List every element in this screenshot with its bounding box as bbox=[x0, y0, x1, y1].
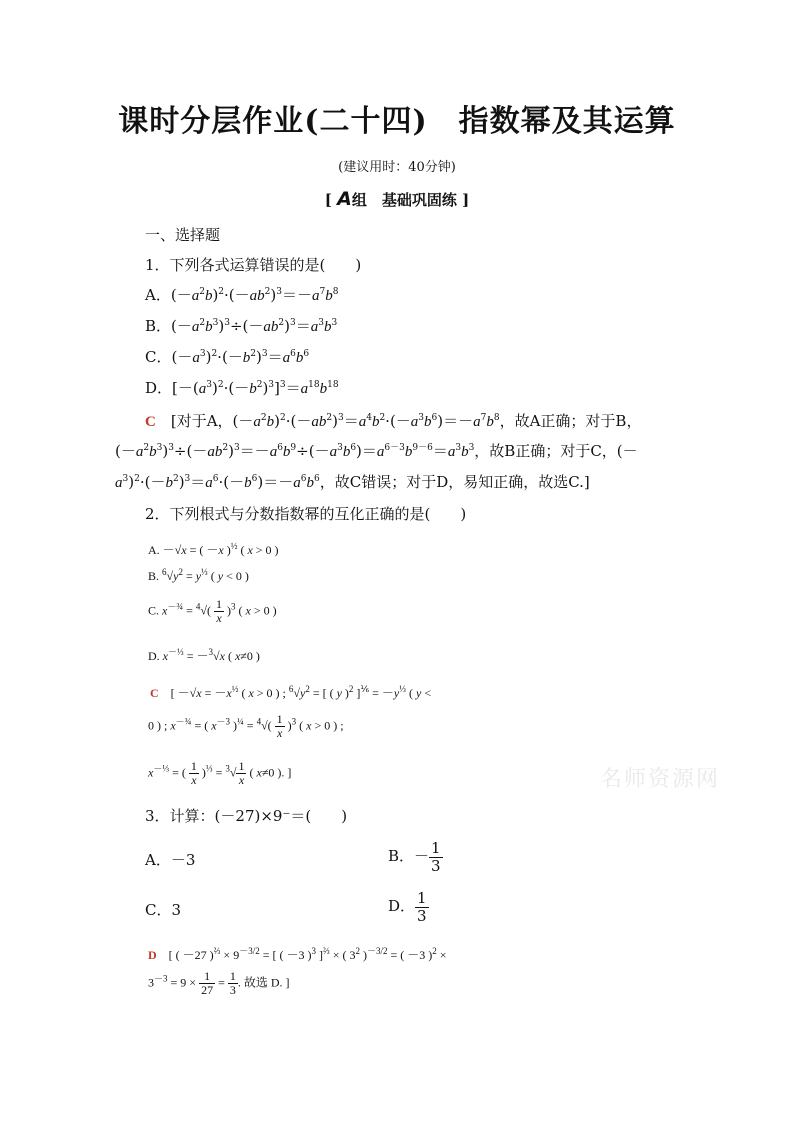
q2-explanation-line1: C [ $-√x = -x^{\frac{1}{2}}$ ( x > 0 ) ; $^6√y^2$ = [ ( y )$^2$ ]$^{\frac{1}{6}} = -y^{\frac{1}{3}}$ ( y < bbox=[150, 684, 432, 700]
q1-answer-letter: C bbox=[145, 414, 156, 430]
q1-explanation-line1: C [对于A，$(-a^2b)^2\cdot(-ab^2)^3=a^4b^2\cdot(-a^3b^6)=-a^7b^8$，故A正确；对于B， bbox=[145, 412, 642, 430]
q1-explanation-line3: $a^3)^2\cdot(-b^2)^3=a^6\cdot(-b^6)=-a^6b^6$，故C错误；对于D，易知正确，故选C.] bbox=[115, 473, 590, 491]
q3-option-b: B．－ $\frac{1}{3}$ bbox=[388, 839, 441, 875]
q2-answer-letter: C bbox=[150, 686, 159, 700]
group-heading: [ A组 基础巩固练 ] bbox=[324, 188, 470, 210]
q3-answer-letter: D bbox=[148, 948, 157, 962]
q3-option-c: C．3 bbox=[145, 901, 182, 919]
q2-explanation-line2: 0 ) ; $x^{-\frac{3}{4}}$ = ( $x^{-3}$ )$^{\frac{1}{4}}$ = $^4$√( $\frac{1}{x}$ )$^3$ ( x > 0 ) ; bbox=[148, 712, 344, 741]
page-title: 课时分层作业(二十四) 指数幂及其运算 bbox=[118, 104, 676, 139]
q2-option-a: A. －√x = ( －x )$^{\frac{1}{2}}$ ( x > 0 ) bbox=[148, 541, 279, 557]
q1-option-b: B．$(-a^2b^3)^3\div(-ab^2)^3=a^3b^3$ bbox=[145, 317, 338, 335]
q1-option-a: A．$(-a^2b)^2\cdot(-ab^2)^3=-a^7b^8$ bbox=[145, 286, 339, 304]
q2-option-b: B. $^6√y^2 = y^{\frac{1}{3}}$ ( y < 0 ) bbox=[148, 567, 249, 583]
q3-option-d: D． $\frac{1}{3}$ bbox=[388, 889, 427, 925]
q2-explanation-line3: $x^{-\frac{1}{3}}$ = ( $\frac{1}{x}$ )$^{\frac{1}{3}}$ = $^3$√ $\frac{1}{x}$ ( x≠0 ). ] bbox=[148, 759, 292, 788]
q1-stem: 1．下列各式运算错误的是( ) bbox=[145, 256, 362, 274]
q1-option-d: D．$[-(a^3)^2\cdot(-b^2)^3]^3=a^{18}b^{18}$ bbox=[145, 379, 339, 397]
q2-stem: 2．下列根式与分数指数幂的互化正确的是( ) bbox=[145, 505, 467, 523]
section-heading: 一、选择题 bbox=[145, 226, 221, 244]
q2-option-d: D. $x^{-\frac{1}{3}} = -^3√x$ ( x≠0 ) bbox=[148, 647, 260, 663]
q3-option-a: A．－3 bbox=[145, 851, 196, 869]
q1-explanation-line2: $(-a^2b^3)^3\div(-ab^2)^3=-a^6b^9\div(-a^3b^6)=a^{6-3}b^{9-6}=a^3b^3$，故B正确；对于C，(－ bbox=[115, 442, 638, 460]
time-suggestion: (建议用时：40分钟) bbox=[338, 160, 456, 175]
q3-explanation-line2: $3^{-3} = 9$ × $\frac{1}{27}$ = $\frac{1}{3}$ . 故选 D. ] bbox=[148, 969, 290, 998]
q1-option-c: C．$(-a^3)^2\cdot(-b^2)^3=a^6b^6$ bbox=[145, 348, 310, 366]
q3-explanation-line1: D [ ( －27 )$^{\frac{2}{3}} \times 9^{-3/2}$ = [ ( －3 )$^3$ ]$^{\frac{2}{3}}$ × ( $3^2$ )$^{-3/2}$ = ( －3 )$^2$ × bbox=[148, 946, 447, 962]
watermark: 名师资源网 bbox=[600, 767, 721, 792]
q2-option-c: C. $x^{-\frac{3}{4}} = ^4√$( $\frac{1}{x}$ )$^3$ ( x > 0 ) bbox=[148, 597, 277, 626]
group-a-logo: A bbox=[337, 188, 352, 210]
q3-stem: 3．计算：(－27)×9⁻＝( ) bbox=[145, 807, 348, 825]
